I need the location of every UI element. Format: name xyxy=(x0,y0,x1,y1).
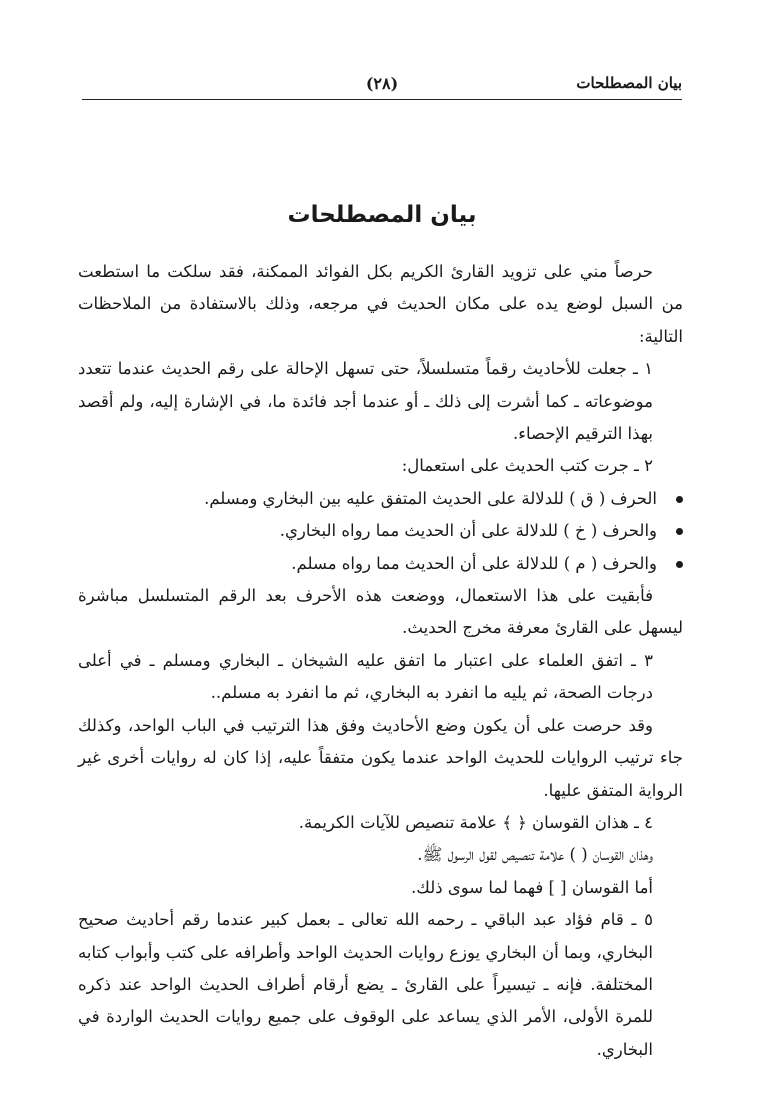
running-header xyxy=(82,74,682,98)
section-title: بيان المصطلحات xyxy=(287,202,477,228)
running-title: بيان المصطلحات xyxy=(576,74,682,92)
bullet-item: الحرف ( ق ) للدلالة على الحديث المتفق عليه بين البخاري ومسلم. xyxy=(78,483,683,515)
paragraph-2: ٢ ـ جرت كتب الحديث على استعمال: xyxy=(401,456,653,476)
body-text xyxy=(78,256,683,1066)
paragraph-5: ٥ ـ قام فؤاد عبد الباقي ـ رحمه الله تعالى ـ بعمل كبير عندما رقم أحاديث صحيح البخاري، وبما أن البخاري يوزع روايات الحديث الواحد وأطرافه على كتب وأبواب كتابه المختلفة. فإنه ـ تيسيراً على القارئ ـ يضع أرقام أطراف الحديث الواحد عند ذكره للمرة الأولى، الأمر الذي يساعد على الوقوف على جميع روايات الحديث الواردة في البخاري. xyxy=(78,910,653,1059)
paragraph-2-continued: فأبقيت على هذا الاستعمال، ووضعت هذه الأحرف بعد الرقم المتسلسل مباشرة ليسهل على القارئ معرفة مخرج الحديث. xyxy=(78,586,683,638)
paragraph-4-c: أما القوسان [ ] فهما لما سوى ذلك. xyxy=(411,877,653,897)
page-number: (٢٨) xyxy=(365,74,399,93)
paragraph-4: ٤ ـ هذان القوسان ﴿ ﴾ علامة تنصيص للآيات الكريمة. xyxy=(298,812,653,832)
paragraph-3-continued: وقد حرصت على أن يكون وضع الأحاديث وفق هذا الترتيب في الباب الواحد، وكذلك جاء ترتيب الروايات للحديث الواحد عندما يكون متفقاً عليه، إذا كان له روايات أخرى غير الرواية المتفق عليها. xyxy=(78,715,683,800)
paragraph-4-b: وهذان القوسان ( ) علامة تنصيص لقول الرسول ﷺ. xyxy=(417,845,653,865)
paragraph-intro: حرصاً مني على تزويد القارئ الكريم بكل الفوائد الممكنة، فقد سلكت ما استطعت من السبل لوضع يده على مكان الحديث في مرجعه، وذلك بالاستفادة من الملاحظات التالية: xyxy=(78,262,683,346)
paragraph-3: ٣ ـ اتفق العلماء على اعتبار ما اتفق عليه الشيخان ـ البخاري ومسلم ـ في أعلى درجات الصحة، ثم يليه ما انفرد به البخاري، ثم ما انفرد به مسلم.. xyxy=(78,650,653,703)
bullet-item: والحرف ( خ ) للدلالة على أن الحديث مما رواه البخاري. xyxy=(78,515,683,547)
header-rule xyxy=(82,99,682,100)
paragraph-1: ١ ـ جعلت للأحاديث رقماً متسلسلاً، حتى تسهل الإحالة على رقم الحديث عندما تتعدد موضوعاته ـ كما أشرت إلى ذلك ـ أو عندما أجد فائدة ما، في الإشارة إليه، ولم أقصد بهذا الترقيم الإحصاء. xyxy=(78,359,653,444)
bullet-item: والحرف ( م ) للدلالة على أن الحديث مما رواه مسلم. xyxy=(78,548,683,580)
